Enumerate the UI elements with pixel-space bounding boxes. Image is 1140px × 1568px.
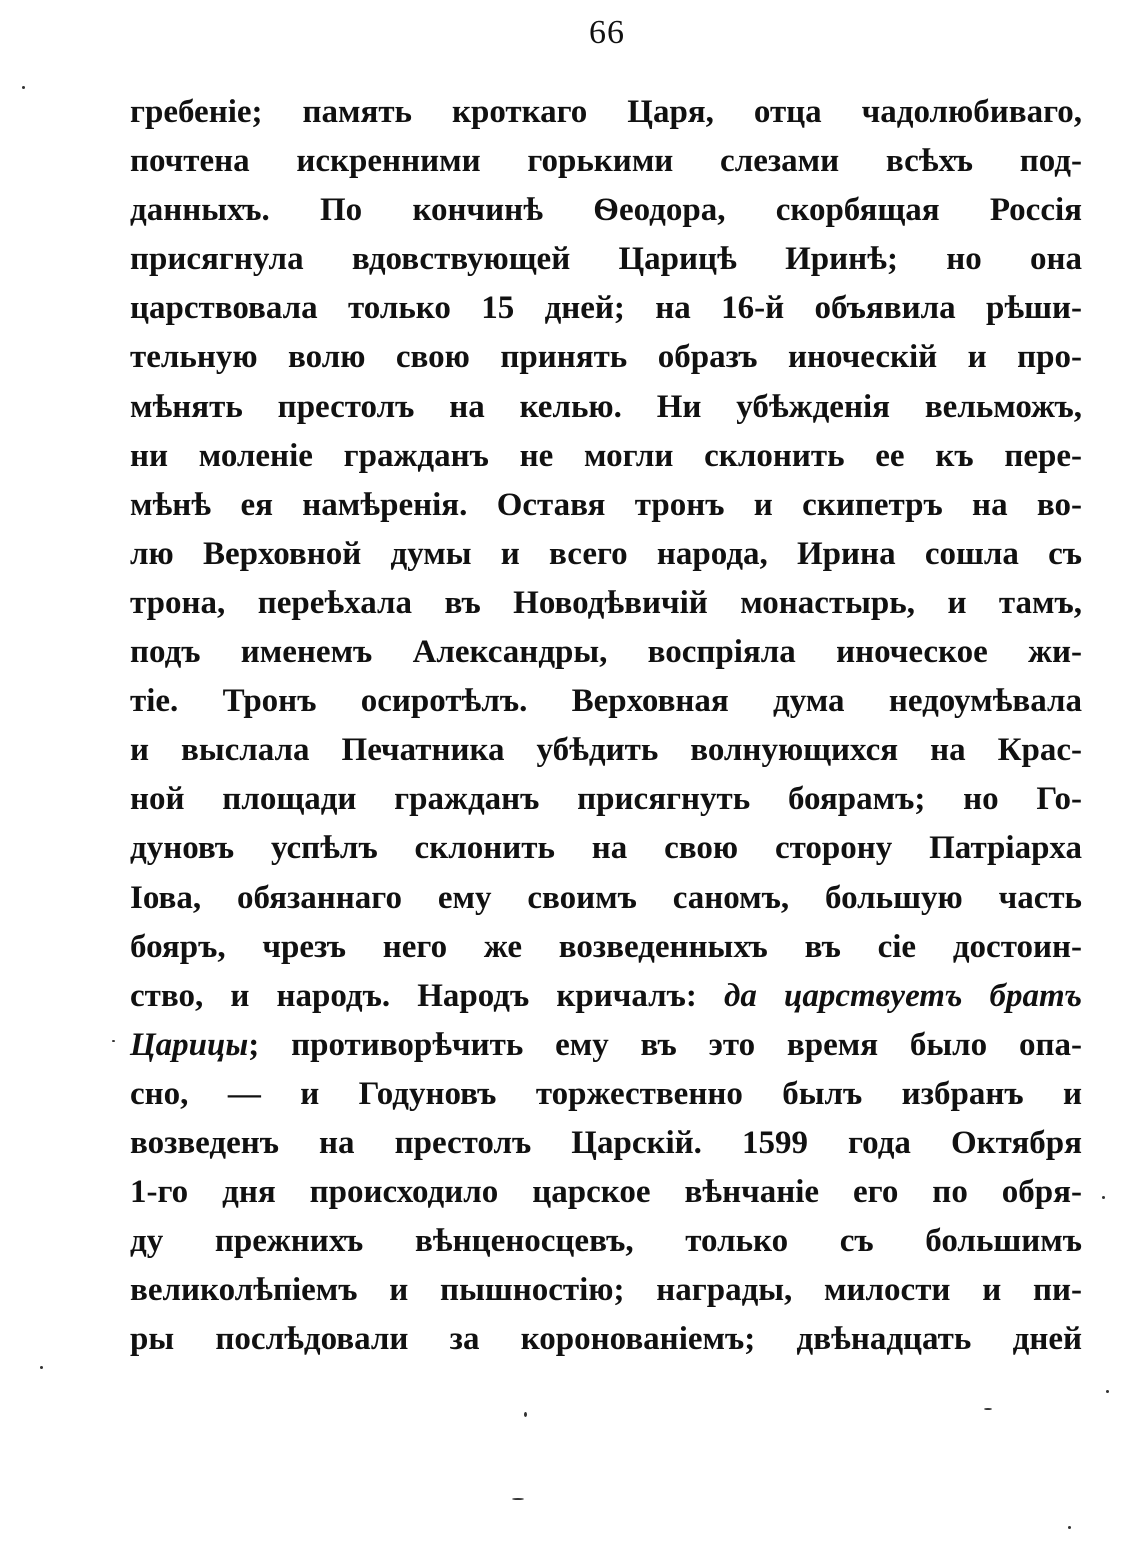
text-segment: гребеніе; память кроткаго Царя, отца чадолюбиваго, <box>130 94 1082 130</box>
text-line <box>130 481 1082 530</box>
text-line <box>130 824 1082 873</box>
text-segment: тельную волю свою принять образъ иноческій и про- <box>130 339 1082 376</box>
scan-speck <box>524 1412 527 1417</box>
text-segment: Іова, обязаннаго ему своимъ саномъ, большую часть <box>130 879 1082 916</box>
text-line <box>130 972 1082 1021</box>
text-line <box>130 432 1082 481</box>
text-line <box>130 1168 1082 1217</box>
text-segment: данныхъ. По кончинѣ Ѳеодора, скорбящая Россія <box>130 192 1082 229</box>
text-segment: тіе. Тронъ осиротѣлъ. Верховная дума недоумѣвала <box>130 683 1082 720</box>
text-line <box>130 88 1082 137</box>
text-segment: возведенъ на престолъ Царскій. 1599 года Октября <box>130 1124 1082 1161</box>
scan-speck <box>1102 1196 1105 1199</box>
text-segment: бояръ, чрезъ него же возведенныхъ въ сіе достоин- <box>130 928 1082 965</box>
text-line <box>130 383 1082 432</box>
text-line <box>130 726 1082 775</box>
scan-speck <box>112 1040 115 1042</box>
text-line <box>130 235 1082 284</box>
text-line <box>130 579 1082 628</box>
italic-text: да царствуетъ братъ <box>724 977 1082 1014</box>
text-line <box>130 1021 1082 1070</box>
text-line <box>130 530 1082 579</box>
text-segment: почтена искренними горькими слезами всѣхъ под- <box>130 143 1082 180</box>
text-segment: дуновъ успѣлъ склонить на свою сторону Патріарха <box>130 830 1082 867</box>
text-line <box>130 923 1082 972</box>
scan-speck <box>40 1366 43 1369</box>
text-segment: великолѣпіемъ и пышностію; награды, милости и пи- <box>130 1272 1082 1309</box>
text-segment: ду прежнихъ вѣнценосцевъ, только съ большимъ <box>130 1223 1082 1260</box>
text-segment: лю Верховной думы и всего народа, Ирина сошла съ <box>130 535 1082 572</box>
scan-speck <box>512 1498 524 1500</box>
text-segment: мѣнять престолъ на келью. Ни убѣжденія вельможъ, <box>130 388 1082 425</box>
text-line <box>130 874 1082 923</box>
body-text <box>130 88 1082 1364</box>
text-line <box>130 1315 1082 1364</box>
scan-speck <box>22 86 25 89</box>
text-segment: ры послѣдовали за коронованіемъ; двѣнадцать дней <box>130 1321 1082 1358</box>
text-line <box>130 137 1082 186</box>
text-line <box>130 333 1082 382</box>
text-segment: трона, переѣхала въ Новодѣвичій монастырь, и тамъ, <box>130 584 1082 621</box>
text-segment: ной площади гражданъ присягнуть боярамъ; но Го- <box>130 781 1082 818</box>
text-line <box>130 284 1082 333</box>
text-segment: царствовала только 15 дней; на 16-й объявила рѣши- <box>130 290 1082 327</box>
text-line <box>130 1217 1082 1266</box>
text-segment: мѣнѣ ея намѣренія. Оставя тронъ и скипетръ на во- <box>130 486 1082 523</box>
text-line <box>130 186 1082 235</box>
text-line <box>130 1070 1082 1119</box>
text-line <box>130 628 1082 677</box>
italic-text: Царицы <box>130 1026 249 1063</box>
text-segment: сно, — и Годуновъ торжественно былъ избранъ и <box>130 1075 1082 1112</box>
text-segment: ство, и народъ. Народъ кричалъ: <box>130 977 725 1014</box>
text-segment: 1-го дня происходило царское вѣнчаніе его по обря- <box>130 1174 1082 1211</box>
scan-speck <box>1106 1390 1109 1393</box>
text-line <box>130 1266 1082 1315</box>
text-line <box>130 775 1082 824</box>
scan-speck <box>984 1408 992 1410</box>
text-segment: ; противорѣчить ему въ это время было опа- <box>248 1026 1082 1063</box>
text-line <box>130 677 1082 726</box>
text-line <box>130 1119 1082 1168</box>
text-segment: и выслала Печатника убѣдить волнующихся на Крас- <box>130 732 1082 769</box>
page-number: 66 <box>589 14 625 51</box>
text-segment: подъ именемъ Александры, воспріяла иноческое жи- <box>130 634 1082 671</box>
scan-speck <box>1068 1526 1071 1529</box>
text-segment: ни моленіе гражданъ не могли склонить ее къ пере- <box>130 437 1082 474</box>
text-segment: присягнула вдовствующей Царицѣ Иринѣ; но она <box>130 241 1082 278</box>
